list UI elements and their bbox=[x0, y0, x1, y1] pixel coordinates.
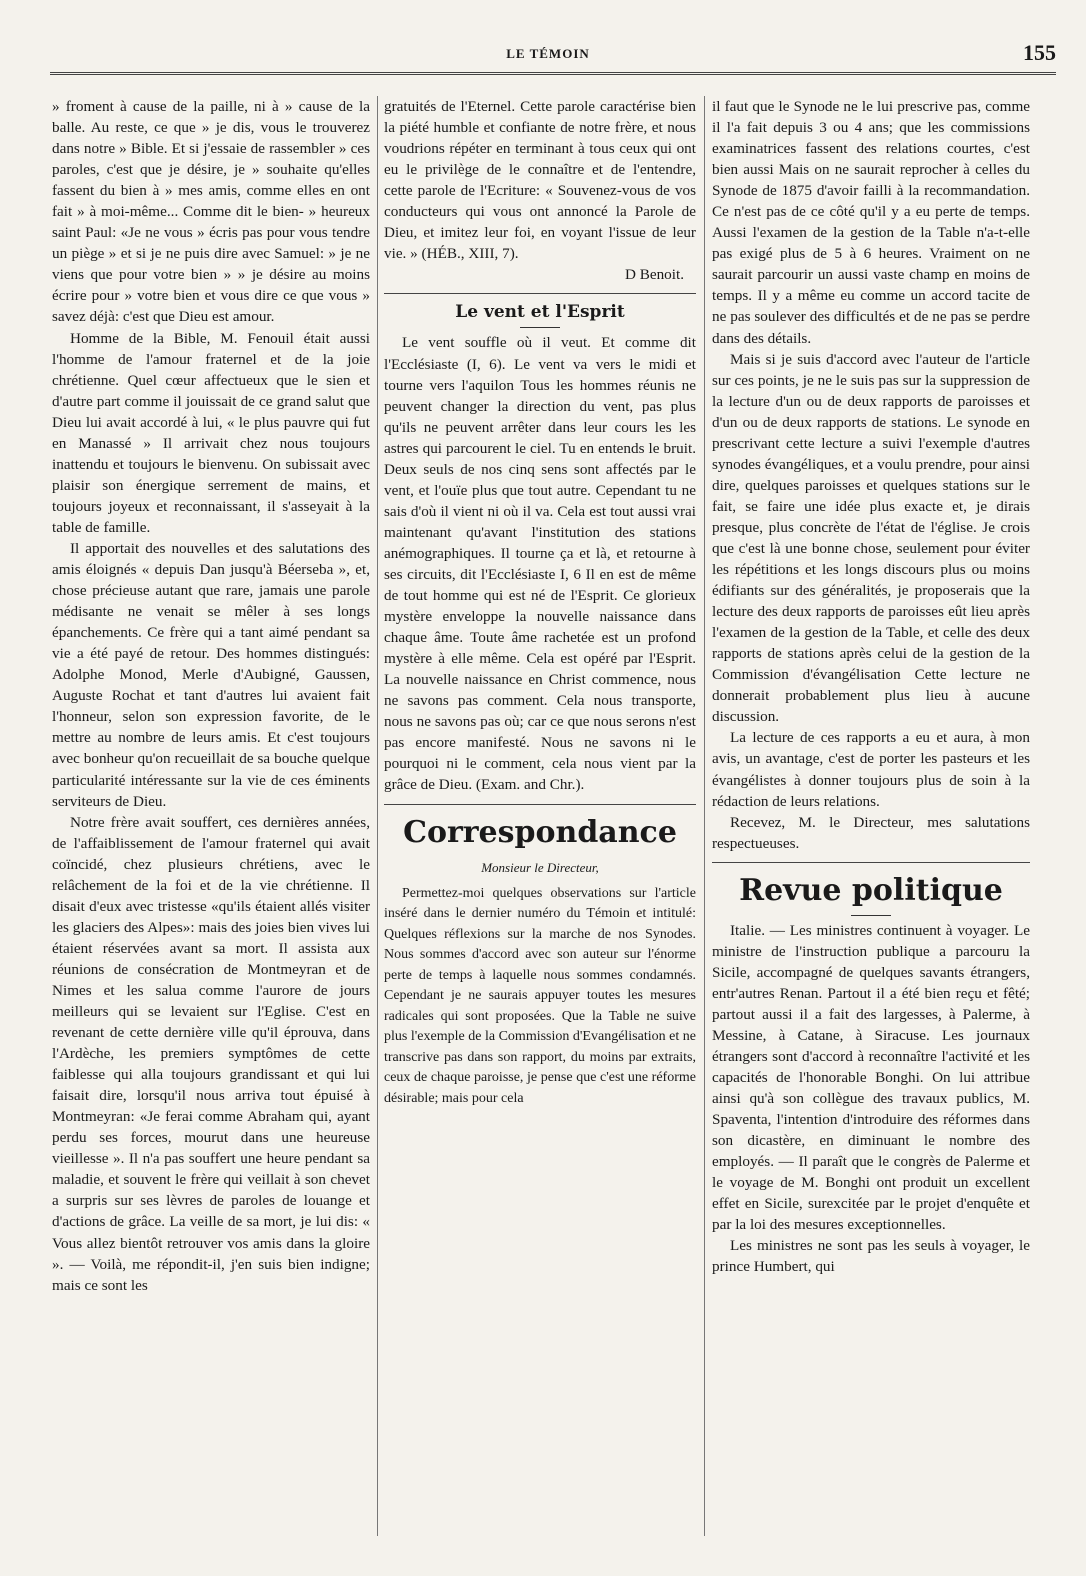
section-rule bbox=[712, 862, 1030, 863]
heading-rule bbox=[520, 327, 560, 328]
paragraph: Il apportait des nouvelles et des salutations des amis éloignés « depuis Dan jusqu'à Béerseba », et, chose précieuse autant que rare, jamais une parole médisante ne venait se mêler à ses longs épanchements. Ce frère qui a tant aimé pendant sa vie a été payé de retour. Des hommes distingués: Adolphe Monod, Merle d'Aubigné, Gaussen, Auguste Rochat et tant d'autres lui avaient fait l'honneur, selon son expression favorite, de le mettre au nombre de leurs amis. Et c'est toujours avec bonheur qu'on recueillait de sa bouche quelque particularité intéressante sur la vie de ces éminents serviteurs de Dieu. bbox=[52, 539, 370, 810]
column-divider bbox=[377, 96, 378, 1536]
politics-heading: Revue politique bbox=[739, 872, 1003, 908]
column-1 bbox=[52, 96, 370, 1536]
column-2 bbox=[384, 96, 696, 1536]
paragraph: Les ministres ne sont pas les seuls à voyager, le prince Humbert, qui bbox=[712, 1237, 1030, 1276]
paragraph: La lecture de ces rapports a eu et aura, à mon avis, un avantage, c'est de porter les pasteurs et les évangélistes à donner toujours plus de soin à la rédaction de leurs relations. bbox=[712, 729, 1030, 810]
paragraph: Mais si je suis d'accord avec l'auteur de l'article sur ces points, je ne le suis pas sur la suppression de la lecture d'un ou de deux rapports de paroisses et d'un ou de deux rapports de stations. Le synode en prescrivant cette lecture a suivi l'exemple d'autres synodes évangéliques, et a voulu prendre, pour ainsi dire, quelques paroisses et quelques stations sur le fait, se faire une idée plus exacte et, je dirais presque, plus concrète de l'état de l'église. Je crois que c'est là une bonne chose, seulement pour éviter les répétitions et les longs discours plus ou moins édifiants sur des généralités, je proposerais que la lecture des deux rapports de paroisses eût lieu après l'examen de la gestion de la Table, et celle des deux rapports de stations après celui de la gestion de la Commission d'évangélisation Cette lecture ne donnerait probablement plus lieu à aucune discussion. bbox=[712, 350, 1030, 726]
signature: D Benoit. bbox=[624, 266, 684, 284]
heading-rule bbox=[851, 915, 891, 916]
column-3 bbox=[712, 96, 1030, 1536]
newspaper-title: LE TÉMOIN bbox=[506, 46, 590, 61]
paragraph: Recevez, M. le Directeur, mes salutations respectueuses. bbox=[712, 813, 1030, 852]
paragraph: Notre frère avait souffert, ces dernières années, de l'affaiblissement de l'amour fraternel qui avait coïncidé, chez plusieurs chrétiens, avec le relâchement de la foi et de la vie chrétienne. Il disait d'eux avec tristesse «qu'ils étaient allés visiter les glaciers des Alpes»: mais des joies bien vives lui étaient réservées avant sa mort. Il assista aux réunions de consécration de Montmeyran et de Nimes et les salua comme l'aurore de jours meilleurs qui se levaient sur l'Eglise. C'est en revenant de cette dernière ville qu'il éprouva, dans l'Ardèche, les premiers symptômes de cette faiblesse qui alla toujours grandissant et qui lui faisait dire, lorsqu'il nous arriva tout épuisé à Montmeyran: «Je ferai comme Abraham qui, ayant perdu ses forces, mourut dans une heureuse vieillesse ». Il n'a pas souffert une heure pendant sa maladie, et souvent le frère qui veillait à son chevet a surpris sur ses lèvres de paroles de louange et d'actions de grâce. La veille de sa mort, je lui dis: « Vous allez bientôt retrouver vos amis dans la gloire ». — Voilà, me répondit-il, j'en suis bien indigne; mais ce sont les bbox=[52, 813, 370, 1294]
paragraph: gratuités de l'Eternel. Cette parole caractérise bien la piété humble et confiante de notre frère, et nous voudrions répéter en terminant à tous ceux qui ont eu le privilège de le connaître et de l'entendre, cette parole de l'Ecriture: « Souvenez-vous de vos conducteurs qui vous ont annoncé la Parole de Dieu, et imitez leur foi, en voyant l'issue de leur vie. » (HÉB., XIII, 7). bbox=[384, 98, 696, 263]
paragraph: Homme de la Bible, M. Fenouil était aussi l'homme de l'amour fraternel et de la joie chrétienne. Quel cœur affectueux que le sien et d'autre part comme il jouissait de ce grand salut que Dieu lui avait accordé à lui, « le plus pauvre qui fut en Manassé » Il arrivait chez nous toujours inattendu et toujours le bienvenu. On subissait avec plaisir son énergique serrement de mains, et toujours joyeux et reconnaissant, il s'asseyait à la table de famille. bbox=[52, 329, 370, 536]
header-rule bbox=[50, 72, 1056, 75]
salutation: Monsieur le Directeur, bbox=[481, 859, 599, 875]
paragraph: Italie. — Les ministres continuent à voyager. Le ministre de l'instruction publique a parcouru la Sicile, accompagné de quelques savants étrangers, entr'autres Renan. Partout il a été bien reçu et fêté; partout aussi il a fait des largesses, à Palerme, à Messine, à Catane, à Siracuse. Les journaux étrangers sont d'accord à reconnaître l'activité et les capacités de l'honorable Bonghi. On lui attribue ainsi qu'à son collègue des travaux publics, M. Spaventa, l'intention d'introduire des réformes dans son dicastère, en diminuant le nombre des employés. — Il paraît que le congrès de Palerme et le voyage de M. Bonghi ont produit un excellent effet en Sicile, surexcitée par le projet d'enquête et par la loi des mesures exceptionnelles. bbox=[712, 921, 1030, 1234]
column-divider bbox=[704, 96, 705, 1536]
paragraph: Permettez-moi quelques observations sur l'article inséré dans le dernier numéro du Témoin et intitulé: Quelques réflexions sur la marche de nos Synodes. Nous sommes d'accord avec son auteur sur l'énorme perte de temps à laquelle nous sommes condamnés. Cependant je ne saurais appuyer toutes les mesures radicales qui sont proposées. Que la Table ne suive plus l'exemple de la Commission d'Evangélisation et ne transcrive pas dans son rapport, du moins par extraits, ceux de chaque paroisse, je pense que c'est une réforme désirable; mais pour cela bbox=[384, 885, 696, 1106]
page-header bbox=[40, 38, 1056, 80]
article-heading: Le vent et l'Esprit bbox=[455, 302, 625, 323]
paragraph: il faut que le Synode ne le lui prescrive pas, comme il l'a fait depuis 3 ou 4 ans; que les commissions examinatrices fassent des relations courtes, c'est bien aussi Mais on ne saurait reprocher à celles du Synode de 1875 d'avoir failli à la recommandation. Ce n'est pas de ce côté qu'il y a eu perte de temps. Aussi l'examen de la gestion de la Table n'a-t-elle pas exigé plus de 5 à 6 heures. Vraiment on ne saurait parcourir un aussi vaste champ en moins de temps. Il y a même eu comme un accord tacite de ne pas soulever des difficultés et de ne pas se perdre dans des détails. bbox=[712, 98, 1030, 347]
correspondence-heading: Correspondance bbox=[403, 814, 677, 850]
paragraph: Le vent souffle où il veut. Et comme dit l'Ecclésiaste (I, 6). Le vent va vers le midi et tourne vers l'aquilon Tous les hommes réunis ne peuvent changer la direction du vent, pas plus qu'ils ne peuvent arrêter dans leur cours les les astres qui parcourent le ciel. Tu en entends le bruit. Deux seuls de nos cinq sens sont affectés par le vent, et l'ouïe plus que tout autre. Cependant tu ne sais d'où il vient ni où il va. Cela est tout aussi vrai maintenant qu'avant l'institution des stations anémographiques. Il tourne ça et là, et retourne à ses circuits, dit l'Ecclésiaste I, 6 Il en est de même de tout homme qui est né de l'Esprit. Ce glorieux mystère enveloppe la nouvelle naissance dans chaque âme. Toute âme rachetée est un profond mystère à elle même. Cela est opéré par l'Esprit. La nouvelle naissance en Christ commence, nous ne savons pas comment. Cela nous transporte, nous ne savons pas où; car ce que nous serons n'est pas encore manifesté. Nous ne savons ni le pourquoi ni le comment, cela nous vient par la grâce de Dieu. (Exam. and Chr.). bbox=[384, 334, 696, 794]
paragraph: » froment à cause de la paille, ni à » cause de la balle. Au reste, ce que » je dis, vous le trouverez dans notre » Bible. Et si j'essaie de rassembler » ces paroles, c'est que je désire, je » souhaite qu'elles fassent du bien à » mes amis, comme elles en ont fait » à moi-même... Comme dit le bien- » heureux saint Paul: «Je ne vous » écris pas pour vous tendre un piège » et si je ne puis dire avec Samuel: » je ne viens que pour votre bien » » je désire au moins écrire pour » votre bien et vous dire ce que vous » savez déjà: c'est que Dieu est amour. bbox=[52, 98, 370, 326]
page-number: 155 bbox=[1023, 40, 1056, 65]
section-rule bbox=[384, 804, 696, 805]
section-rule bbox=[384, 293, 696, 294]
